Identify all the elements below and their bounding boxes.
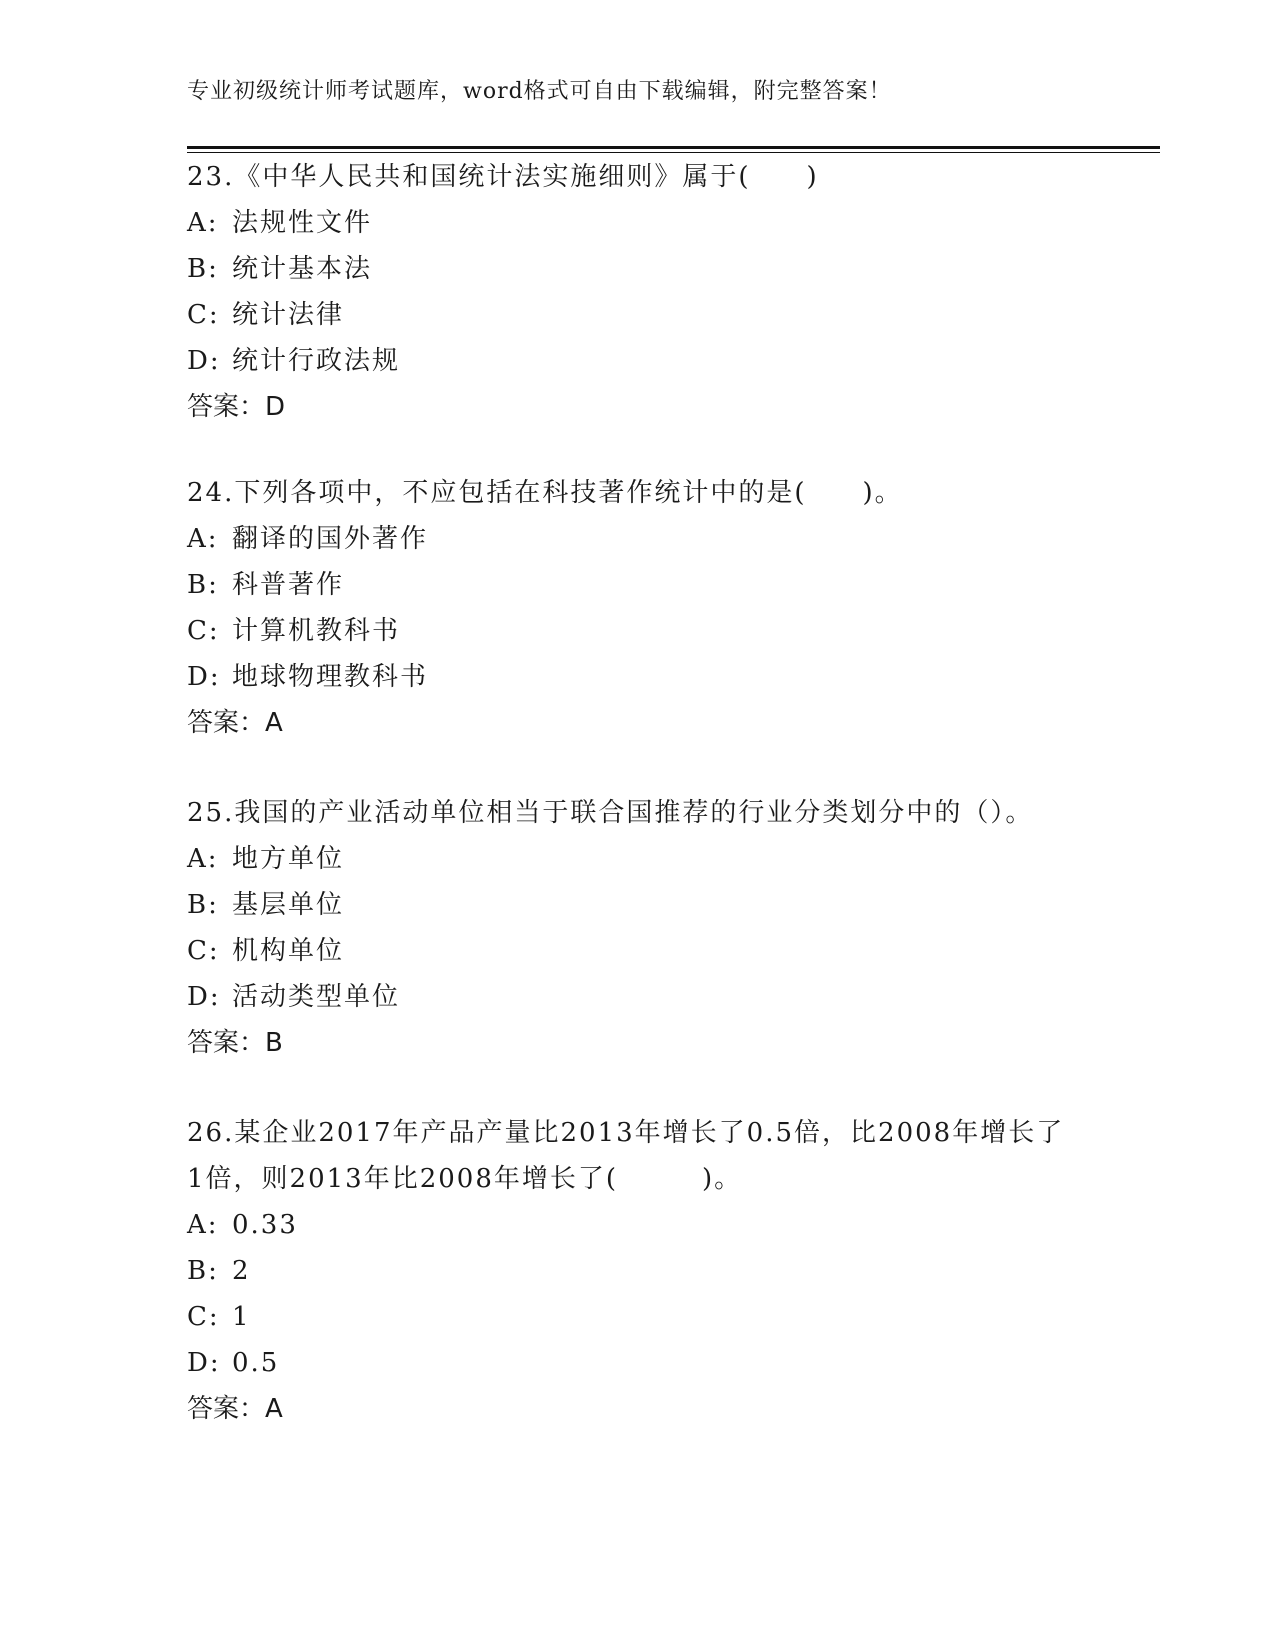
option-key: A: [187, 1210, 219, 1240]
option-text: 统计基本法 [232, 254, 373, 284]
answer: 答案：A [187, 708, 283, 738]
option-key: B: [187, 1256, 219, 1286]
option-d [187, 1340, 1067, 1386]
option-c [187, 292, 1087, 338]
option-key: A: [187, 844, 219, 874]
option-key: A: [187, 524, 219, 554]
option-text: 地方单位 [232, 844, 345, 874]
option-text: 科普著作 [232, 570, 345, 600]
option-key: B: [187, 890, 219, 920]
answer: 答案：D [187, 392, 286, 422]
option-key: B: [187, 254, 219, 284]
option-a [187, 200, 1087, 246]
option-key: C: [187, 1302, 220, 1332]
option-key: C: [187, 936, 220, 966]
option-b [187, 246, 1087, 292]
option-a [187, 1202, 1067, 1248]
option-text: 2 [232, 1256, 251, 1286]
option-text: 0.33 [232, 1210, 298, 1240]
option-key: D: [187, 1348, 221, 1378]
header-rule-thin [187, 152, 1160, 153]
question-26 [187, 1110, 1067, 1432]
option-d [187, 654, 1087, 700]
question-stem: 23.《中华人民共和国统计法实施细则》属于( ) [187, 162, 819, 192]
option-key: D: [187, 662, 221, 692]
option-key: C: [187, 616, 220, 646]
option-d [187, 974, 1087, 1020]
option-c [187, 1294, 1067, 1340]
option-key: D: [187, 346, 221, 376]
question-stem: 26.某企业2017年产品产量比2013年增长了0.5倍，比2008年增长了1倍，则2013年比2008年增长了( )。 [187, 1118, 1065, 1194]
option-c [187, 928, 1087, 974]
option-key: C: [187, 300, 220, 330]
option-text: 1 [232, 1302, 251, 1332]
question-25 [187, 790, 1087, 1066]
option-d [187, 338, 1087, 384]
option-b [187, 562, 1087, 608]
option-text: 0.5 [232, 1348, 280, 1378]
option-b [187, 1248, 1067, 1294]
option-a [187, 516, 1087, 562]
option-text: 统计行政法规 [232, 346, 401, 376]
option-text: 机构单位 [232, 936, 345, 966]
option-text: 地球物理教科书 [232, 662, 429, 692]
option-key: A: [187, 208, 219, 238]
option-b [187, 882, 1087, 928]
question-24 [187, 470, 1087, 746]
page-header: 专业初级统计师考试题库，word格式可自由下载编辑，附完整答案！ [187, 79, 892, 104]
option-c [187, 608, 1087, 654]
option-text: 统计法律 [232, 300, 345, 330]
question-stem: 24.下列各项中，不应包括在科技著作统计中的是( )。 [187, 478, 903, 508]
option-key: D: [187, 982, 221, 1012]
answer: 答案：B [187, 1028, 283, 1058]
question-stem: 25.我国的产业活动单位相当于联合国推荐的行业分类划分中的（）。 [187, 798, 1034, 828]
question-23 [187, 154, 1087, 430]
option-a [187, 836, 1087, 882]
option-text: 基层单位 [232, 890, 345, 920]
option-text: 计算机教科书 [232, 616, 401, 646]
header-rule-thick [187, 146, 1160, 149]
answer: 答案：A [187, 1394, 283, 1424]
option-key: B: [187, 570, 219, 600]
option-text: 活动类型单位 [232, 982, 401, 1012]
option-text: 翻译的国外著作 [232, 524, 429, 554]
option-text: 法规性文件 [232, 208, 373, 238]
